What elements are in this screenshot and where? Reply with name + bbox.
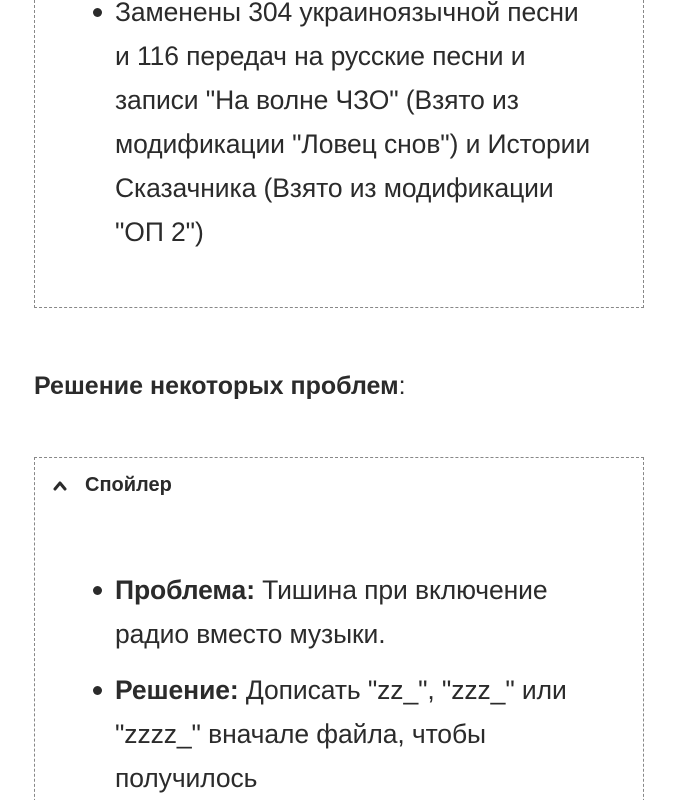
- problem-label: Проблема:: [115, 575, 255, 605]
- list-item-line: радио вместо музыки.: [115, 619, 386, 649]
- list-item-line: модификации "Ловец снов") и Истории: [115, 129, 591, 159]
- list-item-line: получилось: [115, 763, 258, 793]
- bullet-list: [35, 0, 623, 254]
- section-heading-colon: :: [398, 372, 406, 400]
- spoiler-toggle[interactable]: [53, 474, 172, 497]
- section-heading: [34, 372, 406, 401]
- list-item-line: "ОП 2"): [115, 217, 204, 247]
- list-item-line: "zzzz_" вначале файла, чтобы: [115, 719, 486, 749]
- section-heading-text: Решение некоторых проблем: [34, 372, 399, 400]
- list-item-line: Сказачника (Взято из модификации: [115, 173, 554, 203]
- bullet-dot: [93, 8, 102, 17]
- bullet-dot: [93, 586, 102, 595]
- spoiler-toggle-label: Спойлер: [85, 474, 172, 496]
- chevron-up-icon: [53, 479, 67, 493]
- list-item-line: Дописать "zz_", "zzz_" или: [238, 675, 567, 705]
- spoiler-content-top: [34, 0, 644, 308]
- list-item: [35, 668, 623, 800]
- list-item: [35, 0, 623, 254]
- list-item: [35, 568, 623, 656]
- list-item-line: записи "На волне ЧЗО" (Взято из: [115, 85, 519, 115]
- list-item-line: и 116 передач на русские песни и: [115, 41, 526, 71]
- list-item-line: Заменены 304 украиноязычной песни: [115, 0, 579, 27]
- list-item-line: Тишина при включение: [254, 575, 548, 605]
- bullet-dot: [93, 686, 102, 695]
- spoiler-box: [34, 457, 644, 800]
- solution-label: Решение:: [115, 675, 239, 705]
- bullet-list: [35, 568, 623, 800]
